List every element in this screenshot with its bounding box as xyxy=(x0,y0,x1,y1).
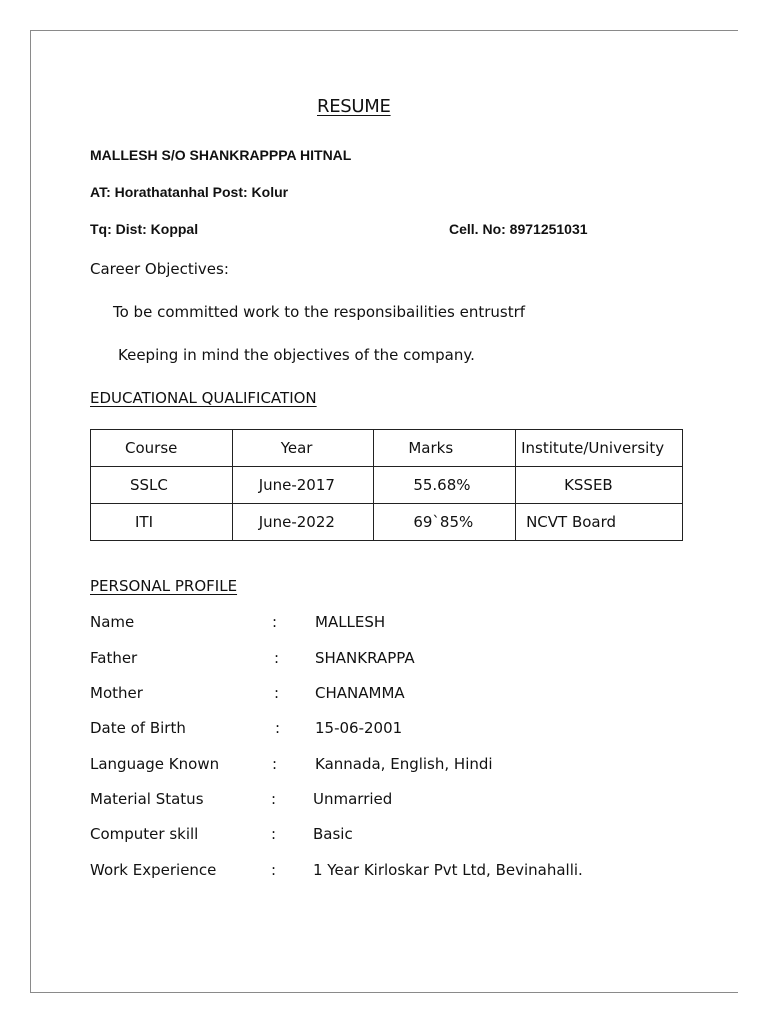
profile-value: Unmarried xyxy=(313,790,393,808)
education-heading: EDUCATIONAL QUALIFICATION xyxy=(90,389,317,407)
personal-profile-heading: PERSONAL PROFILE xyxy=(90,577,238,595)
profile-separator: : xyxy=(271,790,277,808)
profile-label: Language Known xyxy=(90,755,220,773)
district-line: Tq: Dist: Koppal xyxy=(90,221,199,237)
table-cell: June-2017 xyxy=(232,467,374,504)
profile-value: 1 Year Kirloskar Pvt Ltd, Bevinahalli. xyxy=(313,861,583,879)
profile-separator: : xyxy=(272,755,278,773)
profile-value: Basic xyxy=(313,825,353,843)
table-row xyxy=(91,467,683,504)
career-objective-line-2: Keeping in mind the objectives of the company. xyxy=(118,346,475,364)
profile-label: Mother xyxy=(90,684,143,702)
profile-separator: : xyxy=(272,613,278,631)
table-cell: NCVT Board xyxy=(516,504,683,541)
profile-separator: : xyxy=(274,684,280,702)
table-row xyxy=(91,504,683,541)
profile-label: Date of Birth xyxy=(90,719,186,737)
table-cell: ITI xyxy=(91,504,233,541)
table-cell: SSLC xyxy=(91,467,233,504)
profile-label: Material Status xyxy=(90,790,204,808)
cell-number: Cell. No: 8971251031 xyxy=(449,221,588,237)
profile-separator: : xyxy=(271,825,277,843)
education-table xyxy=(90,429,683,541)
profile-label: Father xyxy=(90,649,138,667)
profile-separator: : xyxy=(271,861,277,879)
profile-label: Computer skill xyxy=(90,825,199,843)
profile-label: Name xyxy=(90,613,135,631)
table-cell: 55.68% xyxy=(374,467,516,504)
table-header-cell: Course xyxy=(91,430,233,467)
profile-value: CHANAMMA xyxy=(315,684,405,702)
profile-value: 15-06-2001 xyxy=(315,719,403,737)
profile-separator: : xyxy=(274,649,280,667)
table-header-cell: Year xyxy=(232,430,374,467)
profile-value: Kannada, English, Hindi xyxy=(315,755,493,773)
table-cell: 69`85% xyxy=(374,504,516,541)
profile-value: MALLESH xyxy=(315,613,386,631)
address-line: AT: Horathatanhal Post: Kolur xyxy=(90,184,289,200)
profile-separator: : xyxy=(275,719,281,737)
profile-value: SHANKRAPPA xyxy=(315,649,415,667)
career-objectives-heading: Career Objectives: xyxy=(90,260,229,278)
career-objective-line-1: To be committed work to the responsibailities entrustrf xyxy=(113,303,526,321)
table-header-cell: Marks xyxy=(374,430,516,467)
profile-label: Work Experience xyxy=(90,861,217,879)
table-header-row xyxy=(91,430,683,467)
table-header-cell: Institute/University xyxy=(516,430,683,467)
applicant-name: MALLESH S/O SHANKRAPPPA HITNAL xyxy=(90,147,352,163)
table-cell: June-2022 xyxy=(232,504,374,541)
resume-title: RESUME xyxy=(317,96,391,117)
table-cell: KSSEB xyxy=(516,467,683,504)
